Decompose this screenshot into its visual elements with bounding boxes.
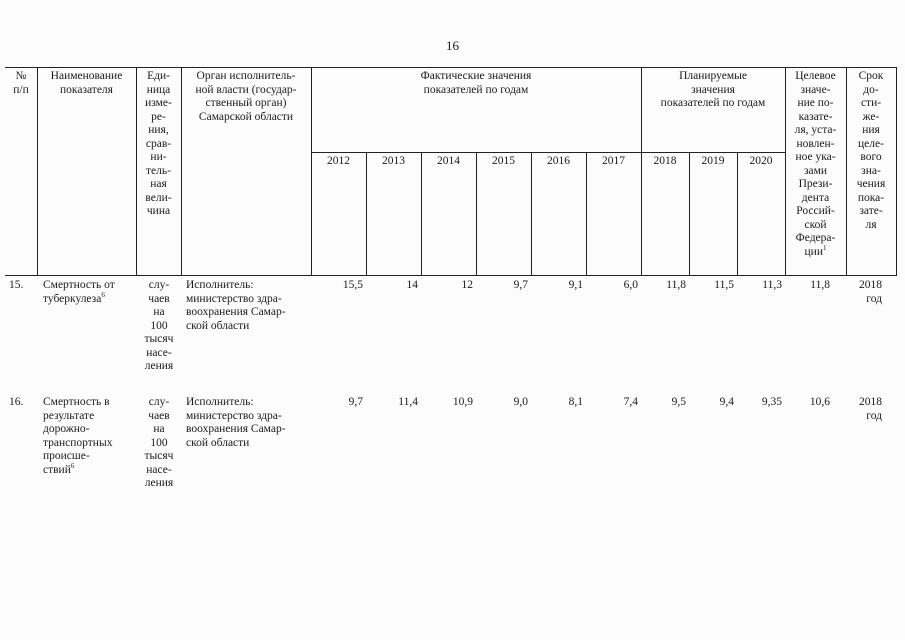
year-value: 7,4 [623,396,638,408]
indicator-name [43,396,136,477]
unit-value: слу- чаев на 100 тысяч насе- ления [144,396,174,489]
table-top-border [5,67,897,68]
col-border [531,152,532,275]
header-unit: Еди- ница изме- ре- ния, срав- ни- тель- ная вели- чина [145,70,172,217]
year-value: 9,5 [671,396,686,408]
year-value: 12 [461,279,473,291]
unit-value: слу- чаев на 100 тысяч насе- ления [144,279,174,372]
header-year: 2020 [749,155,773,167]
year-value: 9,4 [719,396,734,408]
header-year: 2018 [653,155,677,167]
row-number: 16. [9,396,24,408]
header-target-footnote: 1 [822,243,827,252]
col-border [476,152,477,275]
col-border [689,152,690,275]
header-target-value [785,70,846,259]
year-value: 8,1 [568,396,583,408]
year-value: 6,0 [623,279,638,291]
header-planned-values: Планируемые значения показателей по годам [660,70,766,109]
indicator-footnote: 6 [101,290,105,299]
header-indicator-name: Наименование показателя [50,70,123,96]
header-authority: Орган исполнитель- ной власти (государ- ственный орган) Самарской области [195,70,297,123]
header-bottom-border [5,275,897,276]
year-value: 11,8 [666,279,686,291]
authority-value: Исполнитель: министерство здра- воохранения Самар- ской области [186,279,286,332]
header-deadline: Срок до- сти- же- ния целе- вого зна- чения пока- зате- ля [856,70,886,231]
year-value: 11,5 [714,279,734,291]
col-border [366,152,367,275]
col-border [421,152,422,275]
target-value: 11,8 [810,279,830,291]
header-year: 2014 [437,155,460,167]
year-value: 9,0 [513,396,528,408]
header-year: 2013 [382,155,405,167]
header-actual-values: Фактические значения показателей по годам [420,70,532,96]
page-number: 16 [446,38,459,53]
year-value: 11,3 [762,279,782,291]
header-year: 2016 [547,155,570,167]
year-value: 10,9 [452,396,473,408]
authority-value: Исполнитель: министерство здра- воохранения Самар- ской области [186,396,286,449]
header-num: № п/п [13,70,29,96]
col-border [586,152,587,275]
header-target-text: Целевое значе- ние по- казате- ля, уста- новлен- ное ука- зами Прези- дента Россий- ской Федера- ции [794,70,837,258]
header-subrow-border [311,152,785,153]
indicator-name-text: Смертность от туберкулеза [43,279,115,305]
deadline-value: 2018 год [859,279,882,305]
year-value: 11,4 [398,396,418,408]
row-number: 15. [9,279,24,291]
header-year: 2012 [327,155,350,167]
year-value: 15,5 [342,279,363,291]
col-border [896,67,897,275]
year-value: 9,35 [761,396,782,408]
year-value: 9,1 [568,279,583,291]
year-value: 9,7 [513,279,528,291]
col-border [737,152,738,275]
year-value: 14 [406,279,418,291]
col-border [311,67,312,275]
col-border [37,67,38,275]
year-value: 9,7 [348,396,363,408]
header-year: 2015 [492,155,515,167]
header-year: 2019 [701,155,725,167]
indicator-name [43,279,136,306]
indicator-name-text: Смертность в результате дорожно- транспортных происше- ствий [43,396,113,476]
deadline-value: 2018 год [859,396,882,422]
indicator-footnote: 6 [70,461,75,470]
target-value: 10,6 [809,396,830,408]
header-year: 2017 [602,155,625,167]
